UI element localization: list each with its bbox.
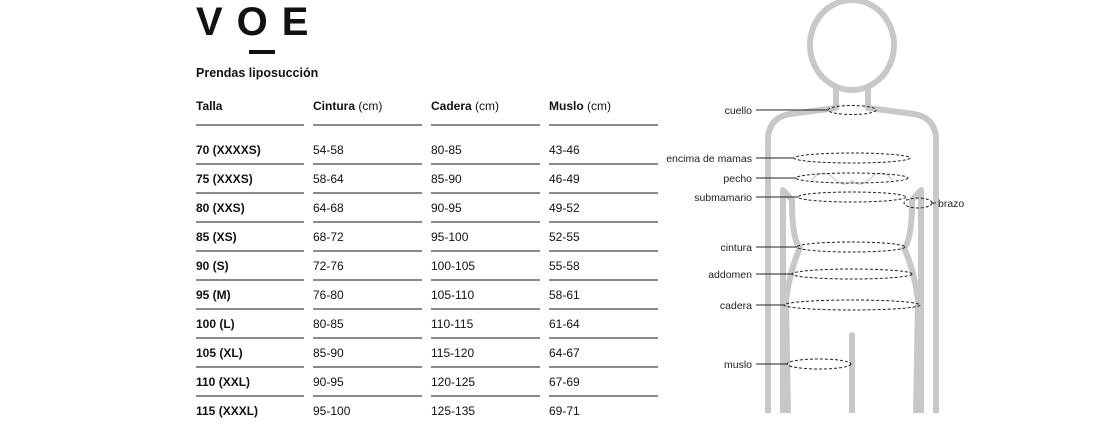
label-encima-de-mamas: encima de mamas xyxy=(666,153,752,165)
table-row xyxy=(196,397,658,424)
body-outline xyxy=(768,0,936,413)
cell-cadera: 115-120 xyxy=(431,339,540,368)
brand-logo: VOE xyxy=(196,0,323,44)
cell-cadera: 110-115 xyxy=(431,310,540,339)
cell-talla: 110 (XXL) xyxy=(196,368,304,397)
cell-cadera: 125-135 xyxy=(431,403,476,418)
label-addomen: addomen xyxy=(708,269,752,281)
table-row xyxy=(196,136,658,165)
cintura-ellipse xyxy=(797,242,905,252)
table-row xyxy=(196,310,658,339)
cell-muslo: 43-46 xyxy=(549,136,658,165)
bust-shape xyxy=(812,173,892,184)
cell-muslo: 69-71 xyxy=(549,403,580,418)
label-pecho: pecho xyxy=(723,173,752,185)
cell-muslo: 61-64 xyxy=(549,310,658,339)
header-cintura: Cintura (cm) xyxy=(313,88,422,126)
cell-talla: 90 (S) xyxy=(196,252,304,281)
muslo-ellipse xyxy=(787,359,851,369)
cell-cintura: 85-90 xyxy=(313,339,422,368)
cell-cintura: 95-100 xyxy=(313,403,351,418)
table-header-row xyxy=(196,88,658,126)
cell-cadera: 120-125 xyxy=(431,368,540,397)
label-submamario: submamario xyxy=(694,192,752,204)
submamario-ellipse xyxy=(798,192,906,202)
cell-talla: 70 (XXXXS) xyxy=(196,136,304,165)
cell-cintura: 68-72 xyxy=(313,223,422,252)
cell-cadera: 90-95 xyxy=(431,194,540,223)
logo-underline xyxy=(249,50,275,54)
cadera-ellipse xyxy=(784,300,920,310)
label-cintura: cintura xyxy=(720,242,752,254)
cell-talla: 85 (XS) xyxy=(196,223,304,252)
cell-cadera: 105-110 xyxy=(431,281,540,310)
size-table xyxy=(196,88,658,424)
table-row xyxy=(196,223,658,252)
table-row xyxy=(196,252,658,281)
cell-talla: 115 (XXXL) xyxy=(196,403,259,418)
cell-cintura: 90-95 xyxy=(313,368,422,397)
cell-talla: 100 (L) xyxy=(196,310,304,339)
label-cuello: cuello xyxy=(724,105,752,117)
encima-ellipse xyxy=(794,153,910,163)
cell-muslo: 49-52 xyxy=(549,194,658,223)
cell-muslo: 58-61 xyxy=(549,281,658,310)
cell-cintura: 54-58 xyxy=(313,136,422,165)
cell-muslo: 55-58 xyxy=(549,252,658,281)
cell-talla: 75 (XXXS) xyxy=(196,165,304,194)
cell-cintura: 80-85 xyxy=(313,310,422,339)
cell-muslo: 67-69 xyxy=(549,368,658,397)
cell-cadera: 95-100 xyxy=(431,223,540,252)
addomen-ellipse xyxy=(792,269,912,279)
cell-talla: 80 (XXS) xyxy=(196,194,304,223)
header-talla: Talla xyxy=(196,88,304,126)
table-row xyxy=(196,368,658,397)
table-row xyxy=(196,165,658,194)
cell-cintura: 58-64 xyxy=(313,165,422,194)
table-row xyxy=(196,281,658,310)
cell-cintura: 76-80 xyxy=(313,281,422,310)
page-subtitle: Prendas liposucción xyxy=(196,66,319,80)
cell-cadera: 100-105 xyxy=(431,252,540,281)
table-row xyxy=(196,194,658,223)
label-muslo: muslo xyxy=(723,359,752,371)
body-measurement-figure xyxy=(650,0,1112,413)
table-row xyxy=(196,339,658,368)
label-brazo: brazo xyxy=(938,198,965,210)
cell-muslo: 52-55 xyxy=(549,223,658,252)
label-cadera: cadera xyxy=(719,300,752,312)
cell-cadera: 85-90 xyxy=(431,165,540,194)
cell-muslo: 46-49 xyxy=(549,165,658,194)
cell-cintura: 64-68 xyxy=(313,194,422,223)
cell-talla: 105 (XL) xyxy=(196,339,304,368)
header-muslo: Muslo (cm) xyxy=(549,88,658,126)
header-cadera: Cadera (cm) xyxy=(431,88,540,126)
cell-cadera: 80-85 xyxy=(431,136,540,165)
cell-cintura: 72-76 xyxy=(313,252,422,281)
cell-talla: 95 (M) xyxy=(196,281,304,310)
cell-muslo: 64-67 xyxy=(549,339,658,368)
